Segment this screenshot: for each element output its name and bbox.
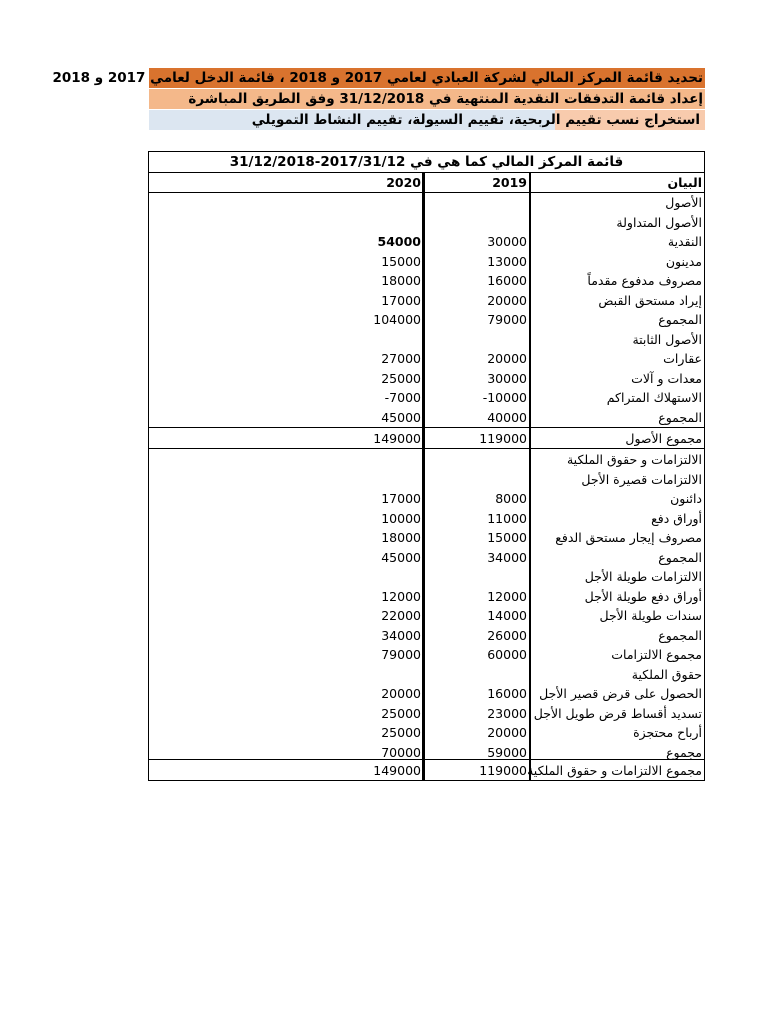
task-banner-1-text: تحديد قائمة المركز المالي لشركة العبادي لعامي 2017 و 2018 ، قائمة الدخل لعامي 2017 و 2018 [52,70,703,86]
row-label: مصروف مدفوع مقدماً [587,273,702,288]
row-label: الالتزامات و حقوق الملكية [566,452,702,467]
table-row [149,252,705,271]
row-label: إيراد مستحق القبض [598,292,702,308]
value-2019: 13000 [487,253,527,269]
value-2020: 54000 [377,234,421,249]
row-label: الأصول الثابتة [632,331,702,347]
row-label: الالتزامات طويلة الأجل [584,569,702,584]
value-2020: 10000 [381,510,421,526]
value-2020: 45000 [381,409,421,425]
task-banner-3-text: استخراج نسب تقييم الربحية، تقييم السيولة، تقييم النشاط التمويلي [251,112,700,128]
table-row [149,291,705,310]
column-headers [149,173,705,192]
value-2019: 14000 [487,608,527,623]
row-label: دائنون [670,491,702,506]
value-2019: 16000 [487,686,527,701]
value-2019: 23000 [487,705,527,721]
value-2020: 79000 [381,647,421,662]
table-row [149,509,705,528]
value-2020: 27000 [381,351,421,366]
row-label: تسديد أقساط قرض طويل الأجل [533,705,702,721]
table-row [149,213,705,232]
table-row [149,723,705,742]
table-title: قائمة المركز المالي كما هي في 2017/31/12-31/12/2018 [229,154,624,170]
row-label: مجموع [666,744,702,760]
table-row [149,349,705,368]
table-row [149,450,705,469]
table-row [149,606,705,625]
value-2019: 15000 [487,530,527,545]
value-2020: 25000 [381,370,421,386]
table-row [149,684,705,703]
row-label: المجموع [658,627,702,643]
table-row [149,310,705,329]
table-row [149,645,705,664]
value-2020: -7000 [384,390,421,405]
row-label: المجموع [658,409,702,425]
value-2019: 30000 [487,234,527,249]
table-row [149,470,705,489]
value-2020: 34000 [381,627,421,643]
value-2019: 20000 [487,292,527,308]
table-row [149,489,705,508]
task-banner-3 [149,110,705,130]
table-row [149,193,705,212]
value-2020: 17000 [381,292,421,308]
value-2019: 30000 [487,370,527,386]
row-label: الاستهلاك المتراكم [606,390,702,405]
value-2020: 20000 [381,686,421,701]
value-2020: 18000 [381,530,421,545]
value-2019: -10000 [482,390,527,405]
value-2020: 25000 [381,725,421,740]
row-label: أرباح محتجزة [633,725,702,740]
value-2020: 25000 [381,705,421,721]
row-label: مجموع الأصول [625,431,702,446]
value-2019: 12000 [487,588,527,604]
value-2019: 20000 [487,351,527,366]
value-2019: 119000 [479,763,527,778]
value-2019: 119000 [479,431,527,446]
value-2020: 70000 [381,744,421,760]
table-row [149,548,705,567]
value-2019: 11000 [487,510,527,526]
row-label: مجموع الالتزامات [611,647,702,662]
task-banner-2-text: إعداد قائمة التدفقات النقدية المنتهية في 31/12/2018 وفق الطريق المباشرة [188,91,703,107]
value-2020: 149000 [373,763,421,778]
value-2020: 22000 [381,608,421,623]
task-banner-2 [149,89,705,109]
table-title-cell [148,151,705,173]
header-label: البيان [667,175,702,190]
value-2019: 40000 [487,409,527,425]
value-2019: 60000 [487,647,527,662]
value-2019: 26000 [487,627,527,643]
row-label: أوراق دفع طويلة الأجل [584,588,702,604]
row-label: الأصول [665,195,702,210]
row-label: أوراق دفع [651,510,702,526]
table-row [149,761,705,780]
table-row [149,330,705,349]
value-2020: 15000 [381,253,421,269]
row-label: مدينون [665,253,702,269]
row-label: مجموع الالتزامات و حقوق الملكية [527,763,702,778]
row-label: الالتزامات قصيرة الأجل [581,471,702,487]
value-2020: 17000 [381,491,421,506]
table-row [149,626,705,645]
value-2019: 16000 [487,273,527,288]
value-2020: 149000 [373,431,421,446]
row-label: سندات طويلة الأجل [599,608,702,623]
row-label: النقدية [667,234,702,249]
value-2019: 34000 [487,549,527,565]
value-2020: 18000 [381,273,421,288]
row-label: معدات و آلات [631,370,702,386]
table-row [149,408,705,427]
table-row [149,567,705,586]
table-row [149,704,705,723]
table-row [149,528,705,547]
value-2020: 104000 [373,312,421,327]
value-2020: 45000 [381,549,421,565]
table-row [149,429,705,448]
value-2019: 20000 [487,725,527,740]
table-row [149,743,705,762]
table-row [149,665,705,684]
value-2019: 59000 [487,744,527,760]
header-2019: 2019 [492,175,527,190]
value-2019: 79000 [487,312,527,327]
row-label: الأصول المتداولة [616,214,702,230]
task-banner-1 [52,68,705,88]
table-row [149,388,705,407]
row-label: مصروف إيجار مستحق الدفع [555,530,702,545]
row-label: حقوق الملكية [631,666,702,682]
table-row [149,587,705,606]
row-label: المجموع [658,312,702,327]
header-2020: 2020 [386,175,421,190]
table-row [149,232,705,251]
value-2019: 8000 [495,491,527,506]
value-2020: 12000 [381,588,421,604]
row-label: المجموع [658,549,702,565]
table-row [149,271,705,290]
row-label: الحصول على قرض قصير الأجل [539,686,702,701]
row-label: عقارات [663,351,702,366]
table-row [149,369,705,388]
